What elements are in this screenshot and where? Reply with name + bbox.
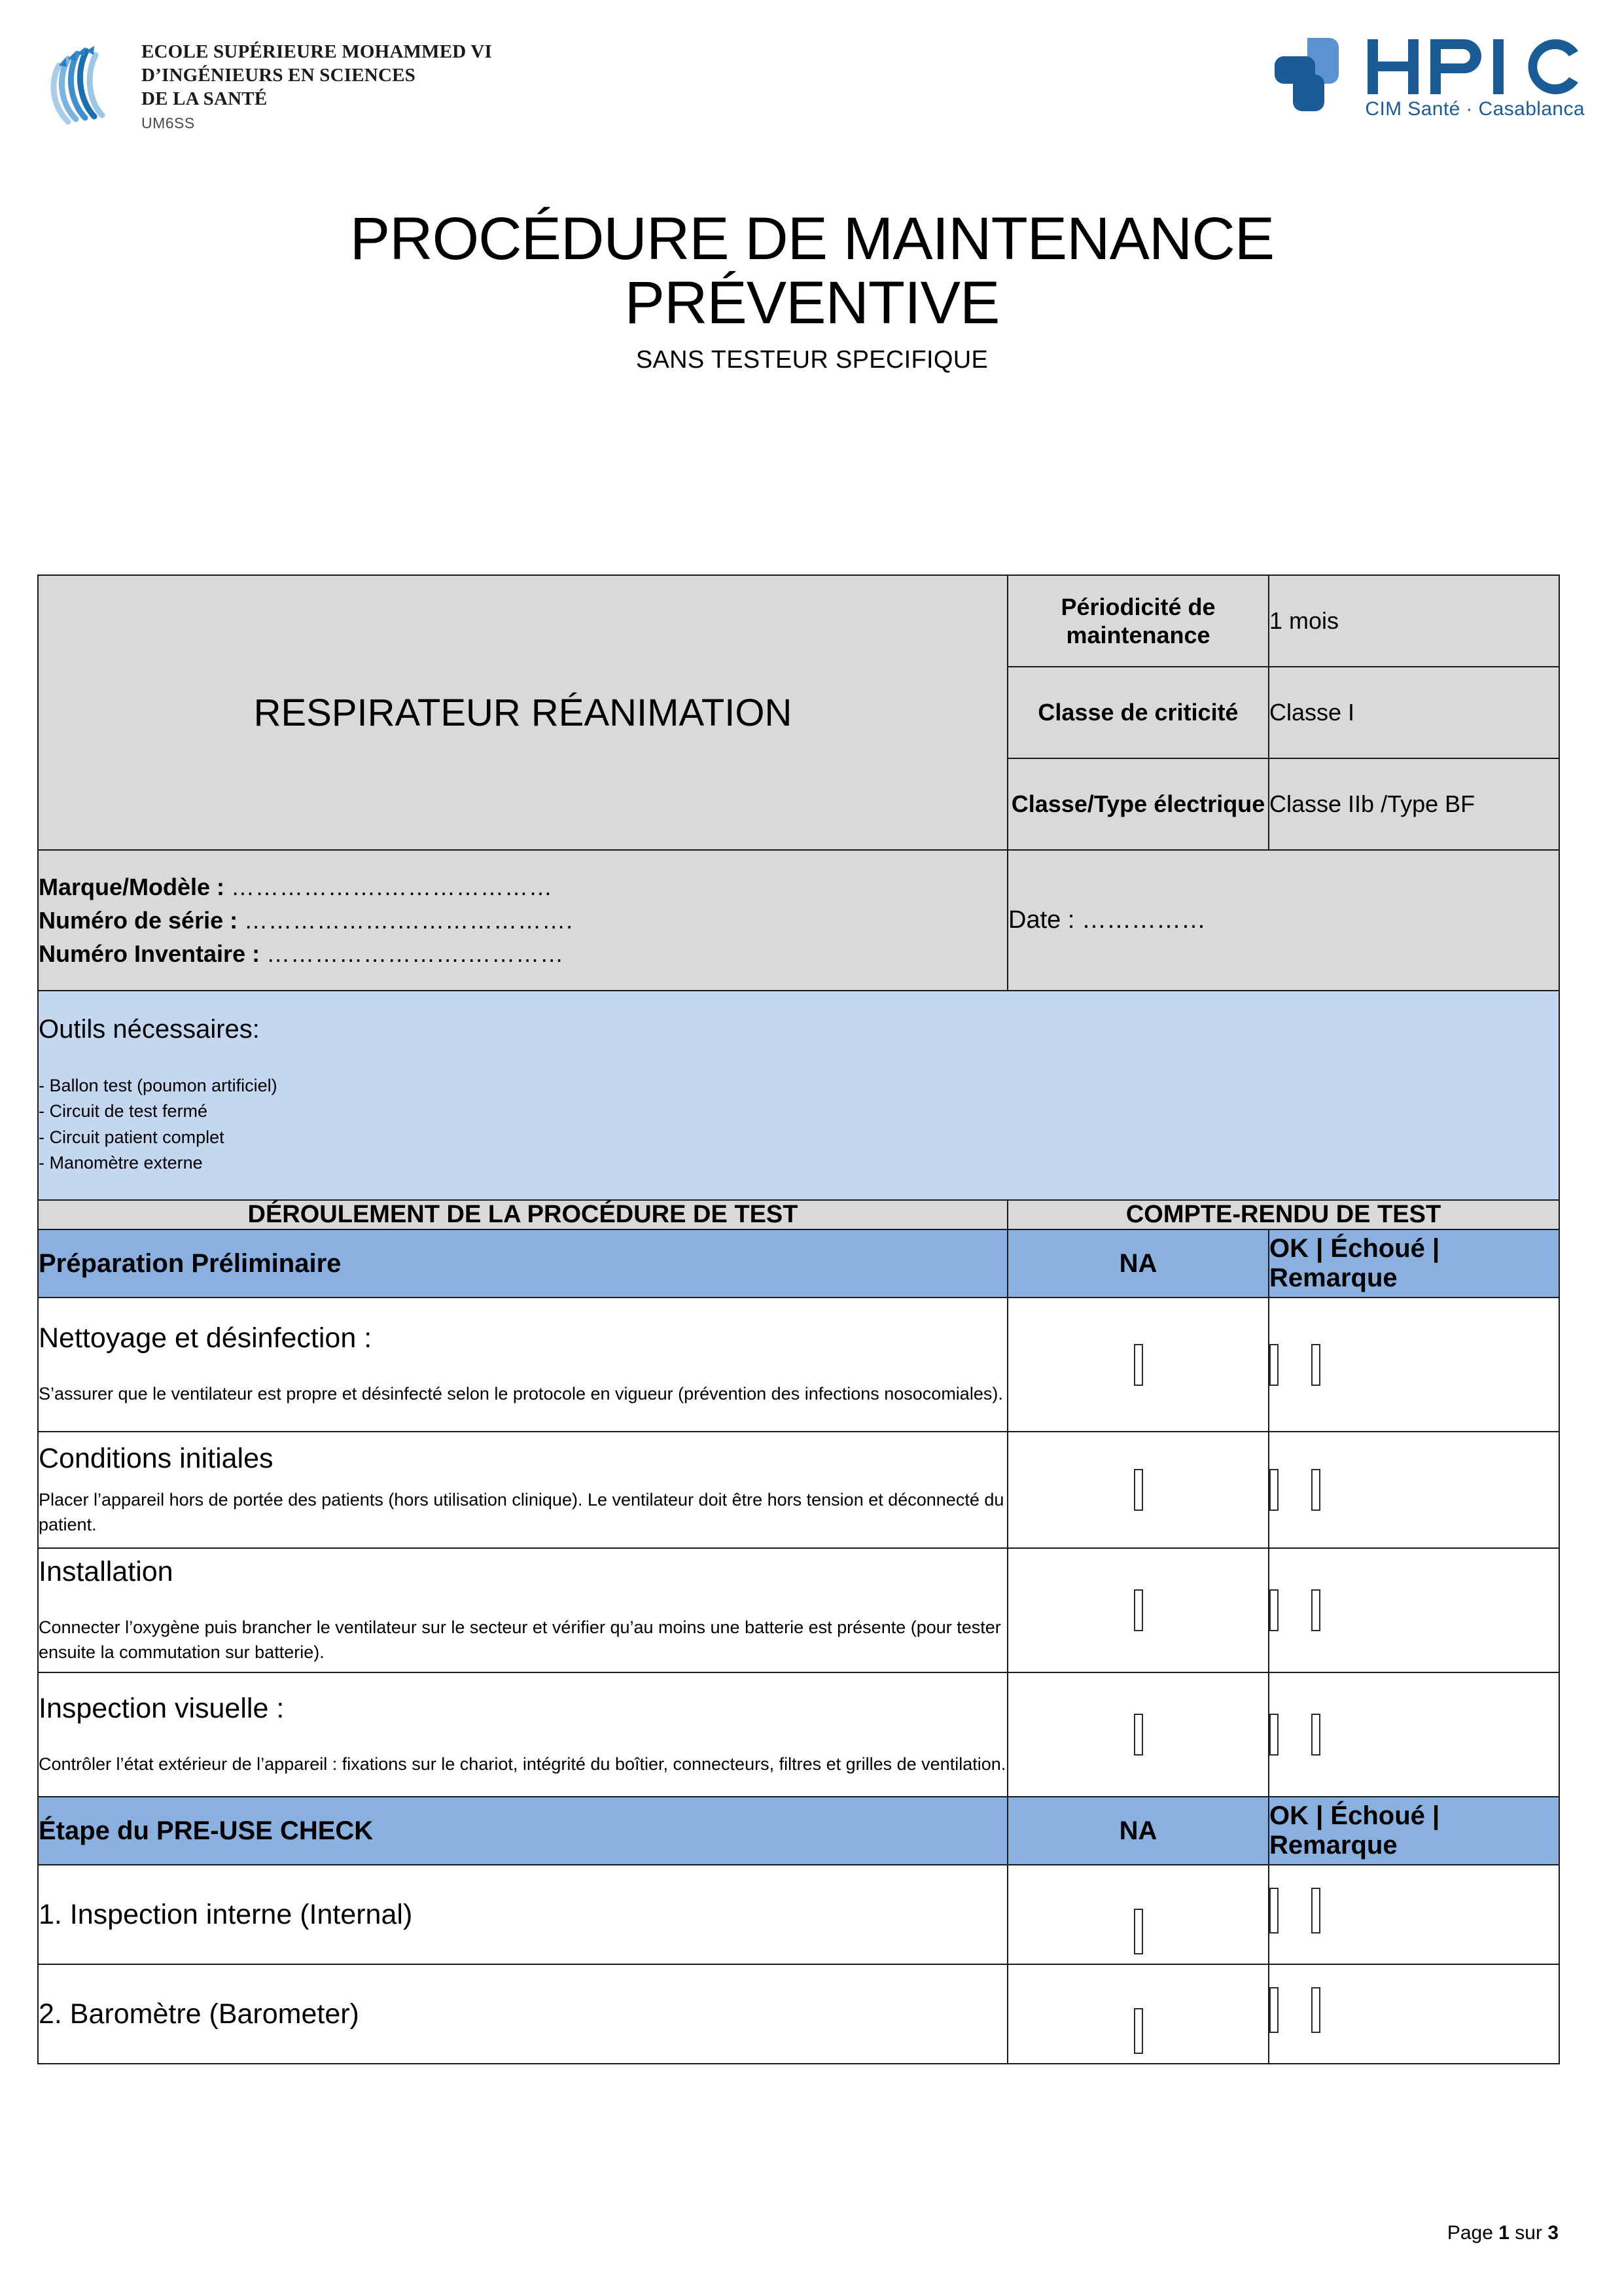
procedure-cell-inspection-visuelle: [38, 1672, 1008, 1797]
spec-value-electrique: Classe IIb /Type BF: [1269, 758, 1559, 850]
section-header-preuse: [38, 1797, 1559, 1865]
page-subtitle: SANS TESTEUR SPECIFIQUE: [635, 345, 989, 374]
procedure-body: Placer l’appareil hors de portée des patients (hors utilisation clinique). Le ventilateur doit être hors tension et déconnecté du patient.: [39, 1489, 1004, 1534]
section-na-label-preparation: NA: [1008, 1229, 1269, 1298]
spec-label-periodicite: Périodicité de maintenance: [1008, 575, 1269, 667]
tool-item: - Circuit patient complet: [39, 1127, 224, 1147]
checkbox-ok-icon[interactable]: [1269, 1589, 1279, 1631]
hpic-mark-icon: [1269, 34, 1353, 119]
spec-label-electrique: Classe/Type électrique: [1008, 758, 1269, 850]
page-title: PROCÉDURE DE MAINTENANCE PRÉVENTIVE: [349, 205, 1275, 337]
checkbox-na-icon[interactable]: [1134, 1714, 1143, 1756]
procedure-body: Connecter l’oxygène puis brancher le ventilateur sur le secteur et vérifier qu’au moins une batterie est présente (pour tester ensuite la commutation sur batterie).: [39, 1617, 1001, 1662]
checkbox-ok-icon[interactable]: [1269, 1469, 1279, 1511]
um6ss-abbrev: UM6SS: [141, 114, 195, 132]
footer-prefix: Page: [1447, 2222, 1499, 2244]
na-checkbox-cell[interactable]: [1008, 1672, 1269, 1797]
field-marque-blank: ……………….…………………: [231, 873, 554, 900]
um6ss-logo: [46, 41, 492, 132]
maintenance-procedure-table: [37, 574, 1560, 2064]
spec-label-criticite: Classe de criticité: [1008, 667, 1269, 758]
checkbox-na-icon[interactable]: [1134, 1469, 1143, 1511]
section-title-preparation: Préparation Préliminaire: [38, 1229, 1008, 1298]
checkbox-na-icon[interactable]: [1134, 1909, 1143, 1954]
checkbox-echoue-icon[interactable]: [1311, 1714, 1320, 1756]
checkbox-ok-icon[interactable]: [1269, 1888, 1279, 1934]
section-result-label-preparation: OK | Échoué | Remarque: [1269, 1229, 1559, 1298]
field-numero-serie[interactable]: [39, 904, 1007, 937]
table-column-header-row: [38, 1200, 1559, 1229]
table-row: [38, 1964, 1559, 2064]
checkbox-na-icon[interactable]: [1134, 1344, 1143, 1386]
procedure-heading: Installation: [39, 1555, 173, 1587]
field-date[interactable]: [1008, 850, 1559, 991]
procedure-heading: Nettoyage et désinfection :: [39, 1322, 372, 1354]
field-date-label: Date :: [1008, 906, 1075, 934]
section-na-label-preuse: NA: [1008, 1797, 1269, 1865]
procedure-heading: Inspection visuelle :: [39, 1692, 285, 1724]
na-checkbox-cell[interactable]: [1008, 1298, 1269, 1432]
checkbox-ok-icon[interactable]: [1269, 1344, 1279, 1386]
na-checkbox-cell[interactable]: [1008, 1865, 1269, 1964]
field-serie-label: Numéro de série :: [39, 906, 238, 934]
table-row: [38, 1432, 1559, 1548]
field-marque-modele[interactable]: [39, 870, 1007, 904]
checkbox-echoue-icon[interactable]: [1311, 1344, 1320, 1386]
um6ss-line-1: ECOLE SUPÉRIEURE MOHAMMED VI: [141, 41, 492, 62]
tools-title: Outils nécessaires:: [39, 1014, 260, 1044]
na-checkbox-cell[interactable]: [1008, 1548, 1269, 1672]
result-checkbox-cell[interactable]: [1269, 1548, 1559, 1672]
tools-section: [38, 991, 1559, 1200]
preuse-step-label: 1. Inspection interne (Internal): [38, 1865, 1008, 1964]
procedure-cell-nettoyage: [38, 1298, 1008, 1432]
table-row: [38, 1298, 1559, 1432]
procedure-heading: Conditions initiales: [39, 1442, 274, 1474]
spec-value-criticite: Classe I: [1269, 667, 1559, 758]
section-header-preparation: [38, 1229, 1559, 1298]
checkbox-echoue-icon[interactable]: [1311, 1469, 1320, 1511]
field-inventaire-label: Numéro Inventaire :: [39, 940, 260, 968]
title-block: [0, 207, 1624, 374]
result-checkbox-cell[interactable]: [1269, 1964, 1559, 2064]
field-inventaire-blank: …………………….…………: [266, 940, 565, 968]
result-checkbox-cell[interactable]: [1269, 1298, 1559, 1432]
procedure-cell-conditions: [38, 1432, 1008, 1548]
checkbox-ok-icon[interactable]: [1269, 1714, 1279, 1756]
field-date-blank: ……………: [1081, 906, 1206, 934]
procedure-body: Contrôler l’état extérieur de l’appareil : fixations sur le chariot, intégrité du boîtier, connecteurs, filtres et grilles de ventilation.: [39, 1754, 1006, 1774]
tool-item: - Ballon test (poumon artificiel): [39, 1075, 277, 1095]
hpic-wordmark-icon: [1365, 37, 1581, 97]
hpic-tagline: CIM Santé · Casablanca: [1365, 98, 1585, 120]
col-header-report: COMPTE-RENDU DE TEST: [1008, 1200, 1559, 1229]
field-numero-inventaire[interactable]: [39, 937, 1007, 970]
table-row: [38, 1865, 1559, 1964]
checkbox-na-icon[interactable]: [1134, 1589, 1143, 1631]
um6ss-mark-icon: [46, 41, 124, 132]
device-name: RESPIRATEUR RÉANIMATION: [38, 575, 1008, 850]
col-header-procedure: DÉROULEMENT DE LA PROCÉDURE DE TEST: [38, 1200, 1008, 1229]
checkbox-echoue-icon[interactable]: [1311, 1589, 1320, 1631]
section-title-preuse: Étape du PRE-USE CHECK: [38, 1797, 1008, 1865]
device-header-row: [38, 575, 1559, 667]
checkbox-ok-icon[interactable]: [1269, 1987, 1279, 2033]
footer-total-pages: 3: [1547, 2222, 1559, 2244]
tool-item: - Manomètre externe: [39, 1152, 203, 1173]
procedure-body: S’assurer que le ventilateur est propre et désinfecté selon le protocole en vigueur (prévention des infections nosocomiales).: [39, 1384, 1003, 1404]
um6ss-line-3: DE LA SANTÉ: [141, 88, 268, 109]
tools-row: [38, 991, 1559, 1200]
footer-middle: sur: [1509, 2222, 1548, 2244]
footer-current-page: 1: [1498, 2222, 1509, 2244]
table-row: [38, 1548, 1559, 1672]
um6ss-line-2: D’INGÉNIEURS EN SCIENCES: [141, 64, 415, 86]
table-row: [38, 1672, 1559, 1797]
result-checkbox-cell[interactable]: [1269, 1672, 1559, 1797]
result-checkbox-cell[interactable]: [1269, 1432, 1559, 1548]
tool-item: - Circuit de test fermé: [39, 1101, 208, 1122]
na-checkbox-cell[interactable]: [1008, 1432, 1269, 1548]
page-footer: [37, 2222, 1559, 2244]
preuse-step-label: 2. Baromètre (Barometer): [38, 1964, 1008, 2064]
checkbox-echoue-icon[interactable]: [1311, 1888, 1320, 1934]
checkbox-na-icon[interactable]: [1134, 2008, 1143, 2054]
section-result-label-preuse: OK | Échoué | Remarque: [1269, 1797, 1559, 1865]
identification-fields: [38, 850, 1008, 991]
identification-row: [38, 850, 1559, 991]
hpic-logo: [1269, 34, 1585, 120]
spec-value-periodicite: 1 mois: [1269, 575, 1559, 667]
procedure-cell-installation: [38, 1548, 1008, 1672]
result-checkbox-cell[interactable]: [1269, 1865, 1559, 1964]
page-header: [0, 0, 1624, 164]
field-marque-label: Marque/Modèle :: [39, 873, 225, 900]
field-serie-blank: ……………….………………….: [244, 906, 574, 934]
checkbox-echoue-icon[interactable]: [1311, 1987, 1320, 2033]
na-checkbox-cell[interactable]: [1008, 1964, 1269, 2064]
tools-list: [39, 1073, 1559, 1176]
